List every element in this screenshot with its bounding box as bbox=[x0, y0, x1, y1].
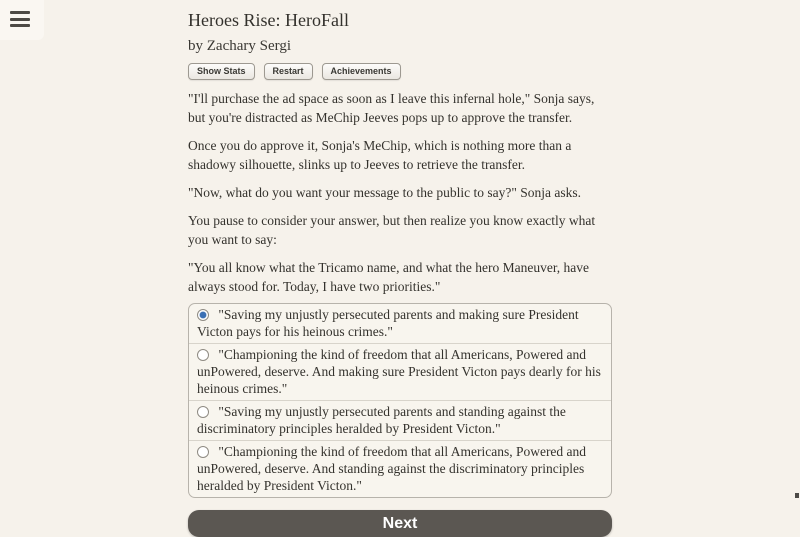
choice-label: "Championing the kind of freedom that all Americans, Powered and unPowered, deserve. And making sure President Victon pays dearly for his heinous crimes." bbox=[197, 347, 601, 396]
choice-group bbox=[188, 303, 612, 498]
choice-option-3[interactable] bbox=[189, 400, 611, 440]
choice-label: "Saving my unjustly persecuted parents and making sure President Victon pays for his heinous crimes." bbox=[197, 307, 579, 339]
story-paragraph: Once you do approve it, Sonja's MeChip, which is nothing more than a shadowy silhouette, slinks up to Jeeves to retrieve the transfer. bbox=[188, 138, 572, 172]
show-stats-button[interactable]: Show Stats bbox=[188, 63, 255, 80]
achievements-button[interactable]: Achievements bbox=[322, 63, 401, 80]
choice-radio-3[interactable] bbox=[197, 406, 209, 418]
hamburger-icon[interactable] bbox=[10, 11, 30, 27]
story-paragraph: You pause to consider your answer, but then realize you know exactly what you want to say: bbox=[188, 213, 596, 247]
corner-artifact bbox=[795, 493, 799, 498]
choice-label: "Championing the kind of freedom that all Americans, Powered and unPowered, deserve. And standing against the discriminatory principles heralded by President Victon." bbox=[197, 444, 587, 493]
author-byline: by Zachary Sergi bbox=[188, 38, 292, 54]
choice-option-4[interactable] bbox=[189, 440, 611, 497]
choice-radio-2[interactable] bbox=[197, 349, 209, 361]
choice-label: "Saving my unjustly persecuted parents and standing against the discriminatory principles heralded by President Victon." bbox=[197, 404, 566, 436]
choice-option-2[interactable] bbox=[189, 343, 611, 400]
story-paragraph: "I'll purchase the ad space as soon as I leave this infernal hole," Sonja says, but you're distracted as MeChip Jeeves pops up to approve the transfer. bbox=[188, 91, 595, 125]
choice-option-1[interactable] bbox=[189, 304, 611, 343]
choice-radio-1[interactable] bbox=[197, 309, 209, 321]
toolbar bbox=[188, 63, 612, 80]
story-page bbox=[188, 0, 612, 537]
story-paragraph: "You all know what the Tricamo name, and what the hero Maneuver, have always stood for. Today, I have two priorities." bbox=[188, 260, 590, 294]
restart-button[interactable]: Restart bbox=[264, 63, 313, 80]
next-button[interactable]: Next bbox=[188, 510, 612, 537]
menu-corner bbox=[0, 0, 44, 40]
story-text bbox=[188, 89, 612, 296]
story-paragraph: "Now, what do you want your message to the public to say?" Sonja asks. bbox=[188, 185, 581, 200]
choice-radio-4[interactable] bbox=[197, 446, 209, 458]
page-title: Heroes Rise: HeroFall bbox=[188, 10, 349, 30]
